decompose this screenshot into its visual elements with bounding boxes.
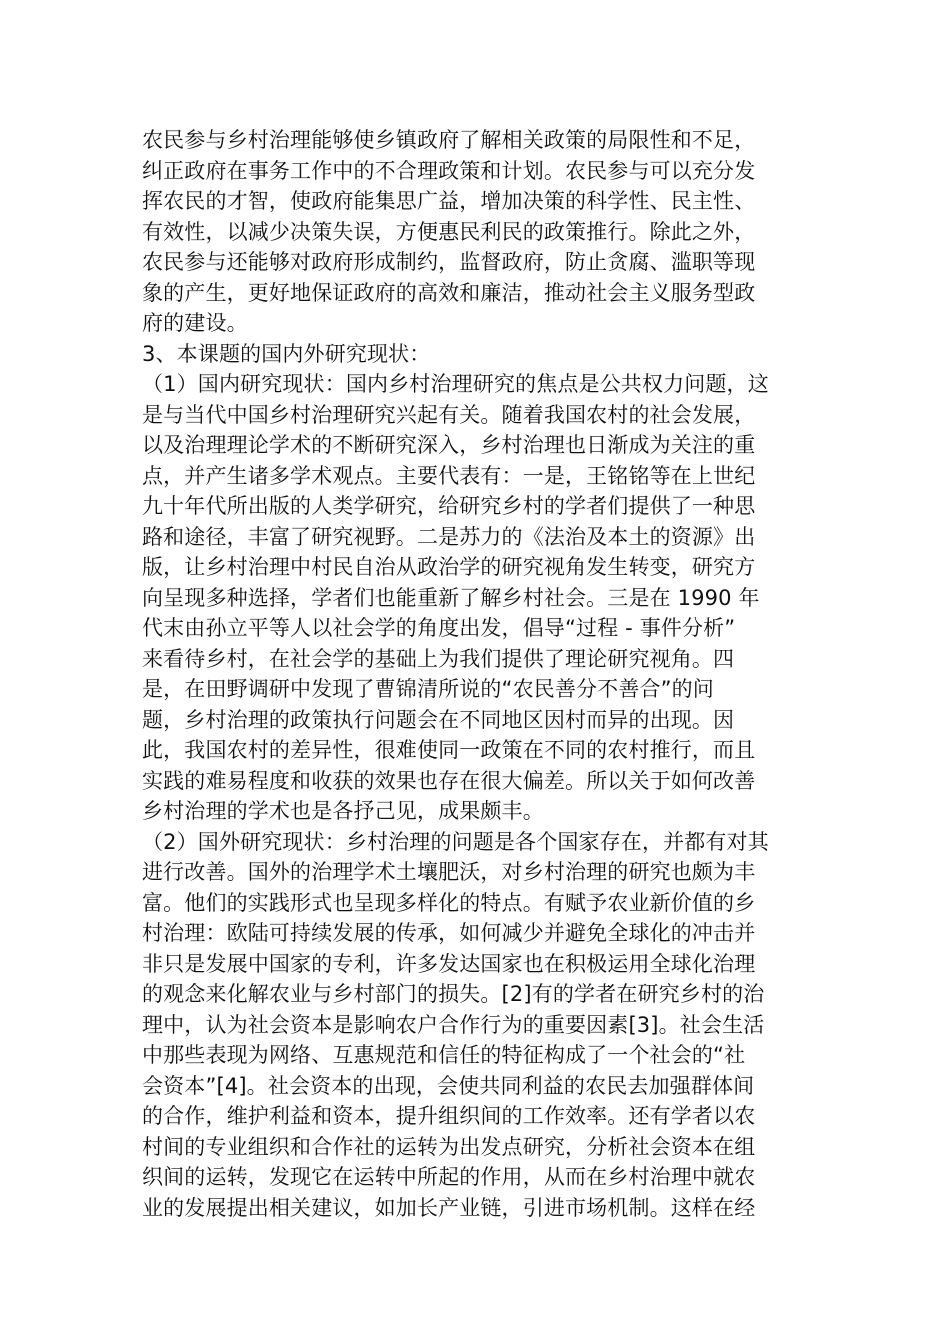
text-line: 题，乡村治理的政策执行问题会在不同地区因村而异的出现。因 [142, 707, 735, 732]
text-line: 以及治理理论学术的不断研究深入，乡村治理也日渐成为关注的重 [142, 433, 756, 457]
text-line: 纠正政府在事务工作中的不合理政策和计划。农民参与可以充分发 [142, 158, 756, 183]
text-line: 富。他们的实践形式也呈现多样化的特点。有赋予农业新价值的乡 [142, 890, 756, 915]
text-line: 农民参与乡村治理能够使乡镇政府了解相关政策的局限性和不足， [142, 128, 756, 152]
text-line: 府的建设。 [142, 311, 248, 335]
text-line: 实践的难易程度和收获的效果也存在很大偏差。所以关于如何改善 [142, 768, 756, 793]
body-text [142, 125, 810, 1223]
text-line: 此，我国农村的差异性，很难使同一政策在不同的农村推行，而且 [142, 738, 756, 762]
text-line: （1）国内研究现状：国内乡村治理研究的焦点是公共权力问题，这 [142, 372, 769, 396]
text-line: 的合作，维护利益和资本，提升组织间的工作效率。还有学者以农 [142, 1104, 756, 1128]
text-line: 村治理：欧陆可持续发展的传承，如何减少并避免全球化的冲击并 [142, 921, 756, 945]
text-line: 向呈现多种选择，学者们也能重新了解乡村社会。三是在 1990 年 [142, 585, 760, 610]
text-line: 是，在田野调研中发现了曹锦清所说的“农民善分不善合”的问 [142, 677, 714, 701]
text-line: 中那些表现为网络、互惠规范和信任的特征构成了一个社会的“社 [142, 1043, 746, 1067]
text-line: 象的产生，更好地保证政府的高效和廉洁，推动社会主义服务型政 [142, 280, 756, 305]
text-line: 业的发展提出相关建议，如加长产业链，引进市场机制。这样在经 [142, 1195, 756, 1220]
text-line: 九十年代所出版的人类学研究，给研究乡村的学者们提供了一种思 [142, 494, 756, 518]
text-line: 点，并产生诸多学术观点。主要代表有：一是，王铭铭等在上世纪 [142, 463, 756, 488]
text-line: 是与当代中国乡村治理研究兴起有关。随着我国农村的社会发展， [142, 402, 756, 427]
text-line: 的观念来化解农业与乡村部门的损失。[2]有的学者在研究乡村的治 [142, 982, 765, 1006]
text-line: 进行改善。国外的治理学术土壤肥沃，对乡村治理的研究也颇为丰 [142, 860, 756, 884]
text-line: （2）国外研究现状：乡村治理的问题是各个国家存在，并都有对其 [142, 829, 769, 854]
text-line: 织间的运转，发现它在运转中所起的作用，从而在乡村治理中就农 [142, 1165, 756, 1189]
text-line: 有效性，以减少决策失误，方便惠民利民的政策推行。除此之外， [142, 219, 756, 244]
text-line: 来看待乡村，在社会学的基础上为我们提供了理论研究视角。四 [142, 646, 735, 671]
text-line: 挥农民的才智，使政府能集思广益，增加决策的科学性、民主性、 [142, 189, 756, 213]
text-line: 村间的专业组织和合作社的运转为出发点研究，分析社会资本在组 [142, 1134, 756, 1159]
section-heading: 3、本课题的国内外研究现状： [142, 341, 431, 366]
text-line: 会资本”[4]。社会资本的出现，会使共同利益的农民去加强群体间 [142, 1073, 755, 1098]
text-line: 农民参与还能够对政府形成制约，监督政府，防止贪腐、滥职等现 [142, 250, 756, 274]
text-line: 版，让乡村治理中村民自治从政治学的研究视角发生转变，研究方 [142, 555, 756, 579]
text-line: 代末由孙立平等人以社会学的角度出发，倡导“过程 - 事件分析” [142, 616, 736, 640]
text-line: 乡村治理的学术也是各抒己见，成果颇丰。 [142, 799, 544, 823]
text-line: 非只是发展中国家的专利，许多发达国家也在积极运用全球化治理 [142, 951, 756, 976]
text-line: 路和途径，丰富了研究视野。二是苏力的《法治及本土的资源》出 [142, 524, 756, 549]
text-line: 理中，认为社会资本是影响农户合作行为的重要因素[3]。社会生活 [142, 1012, 765, 1037]
